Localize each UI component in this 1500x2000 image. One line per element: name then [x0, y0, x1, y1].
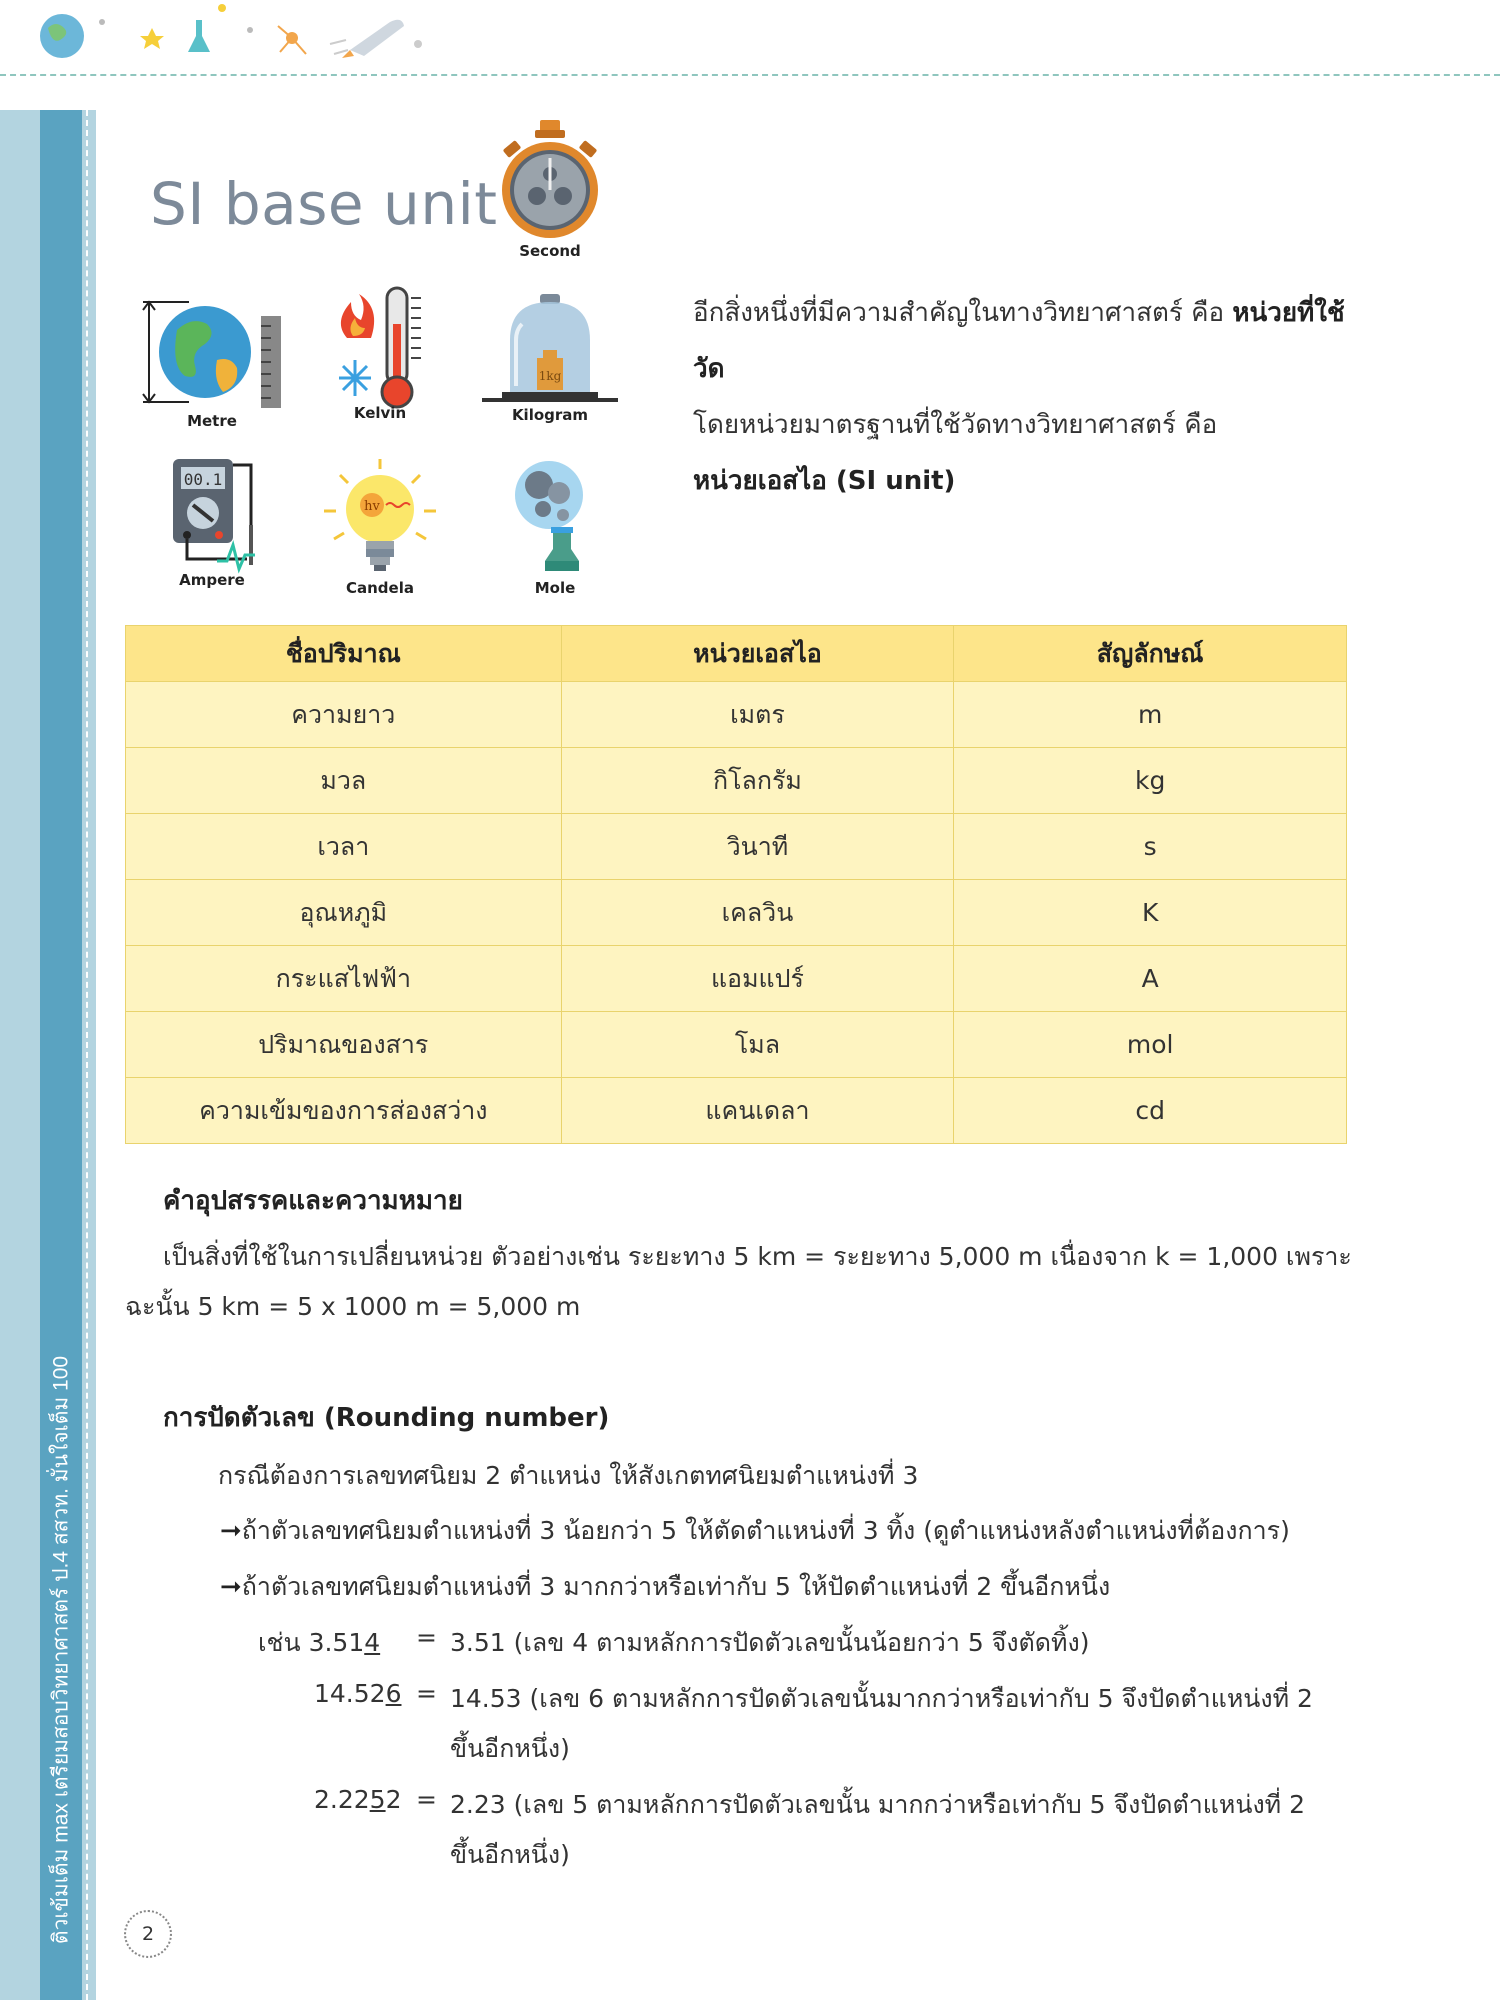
cell-unit: กิโลกรัม — [561, 748, 954, 814]
page-number: 2 — [124, 1910, 172, 1958]
thermometer-icon — [325, 284, 435, 410]
example-3-equals: = — [416, 1785, 437, 1814]
cell-unit: โมล — [561, 1012, 954, 1078]
kilogram-weight-label: 1kg — [538, 369, 562, 383]
example-2-number — [314, 1679, 401, 1708]
example-number-part: 3.51 — [308, 1628, 365, 1657]
example-3-continuation: ขึ้นอีกหนึ่ง) — [450, 1840, 570, 1869]
sidebar-edge-band — [82, 110, 96, 2000]
table-row — [126, 880, 1347, 946]
example-1-number — [258, 1623, 380, 1663]
light-bulb-icon — [320, 457, 440, 577]
mole-item — [480, 457, 630, 597]
candela-label: Candela — [346, 579, 414, 597]
metre-label: Metre — [187, 412, 237, 430]
multimeter-icon — [147, 455, 277, 575]
svg-text:00.1: 00.1 — [183, 470, 223, 489]
intro-line-1-bold: หน่วยที่ใช้วัด — [693, 298, 1345, 384]
sidebar-text: ติวเข้มเต็ม max เตรียมสอบวิทยาศาสตร์ ป.4 สสวท. มั่นใจเต็ม 100 — [49, 1355, 73, 1945]
cell-symbol: A — [954, 946, 1347, 1012]
cell-quantity: กระแสไฟฟ้า — [126, 946, 562, 1012]
example-prefix: เช่น — [258, 1628, 309, 1657]
prefix-line-2: ฉะนั้น 5 km = 5 x 1000 m = 5,000 m — [125, 1292, 581, 1321]
example-number-underlined-digit: 5 — [369, 1785, 386, 1814]
metre-item — [137, 290, 287, 430]
table-row — [126, 1078, 1347, 1144]
cell-unit: แคนเดลา — [561, 1078, 954, 1144]
table-row — [126, 748, 1347, 814]
cell-symbol: K — [954, 880, 1347, 946]
rounding-rule-2 — [220, 1567, 1110, 1607]
top-decoration — [0, 0, 1500, 80]
si-units-table — [125, 625, 1347, 1144]
kilogram-item — [475, 290, 625, 424]
intro-line-3-bold: หน่วยเอสไอ (SI unit) — [693, 466, 956, 496]
cell-symbol: cd — [954, 1078, 1347, 1144]
example-number-underlined-digit: 4 — [364, 1628, 381, 1657]
rule-1-text: ถ้าตัวเลขทศนิยมตำแหน่งที่ 3 น้อยกว่า 5 ให้ตัดตำแหน่งที่ 3 ทิ้ง (ดูตำแหน่งหลังตำแหน่งที่ต้องการ) — [241, 1516, 1290, 1545]
sidebar-dashed-line — [86, 110, 88, 2000]
header-quantity: ชื่อปริมาณ — [126, 626, 562, 682]
kelvin-item — [305, 284, 455, 422]
ampere-label: Ampere — [179, 571, 245, 589]
cell-symbol: m — [954, 682, 1347, 748]
intro-line-1-text: อีกสิ่งหนึ่งที่มีความสำคัญในทางวิทยาศาสตร์ คือ — [693, 298, 1233, 328]
prefix-line-1: เป็นสิ่งที่ใช้ในการเปลี่ยนหน่วย ตัวอย่างเช่น ระยะทาง 5 km = ระยะทาง 5,000 m เนื่องจาก k = 1,000 เพราะ — [163, 1242, 1352, 1271]
example-3-number — [314, 1785, 401, 1814]
intro-paragraph — [693, 285, 1373, 509]
rule-2-text: ถ้าตัวเลขทศนิยมตำแหน่งที่ 3 มากกว่าหรือเท่ากับ 5 ให้ปัดตำแหน่งที่ 2 ขึ้นอีกหนึ่ง — [241, 1572, 1111, 1601]
example-1-equals: = — [416, 1623, 437, 1652]
table-row — [126, 814, 1347, 880]
example-number-part: 14.52 — [314, 1679, 386, 1708]
cell-unit: เคลวิน — [561, 880, 954, 946]
globe-ruler-icon — [137, 290, 287, 410]
prefix-heading: คำอุปสรรคและความหมาย — [163, 1186, 463, 1216]
cell-quantity: ปริมาณของสาร — [126, 1012, 562, 1078]
mole-label: Mole — [534, 579, 576, 597]
intro-line-3 — [693, 453, 1373, 509]
cell-symbol: kg — [954, 748, 1347, 814]
arrow-right-icon: ➞ — [220, 1516, 242, 1546]
example-number-part: 2.22 — [314, 1785, 370, 1814]
kilogram-label: Kilogram — [511, 406, 589, 424]
cell-unit: แอมแปร์ — [561, 946, 954, 1012]
space-doodles-icon — [0, 0, 460, 72]
top-divider — [0, 74, 1500, 76]
kelvin-label: Kelvin — [353, 404, 407, 422]
cell-symbol: s — [954, 814, 1347, 880]
example-2-result: 14.53 (เลข 6 ตามหลักการปัดตัวเลขนั้นมากกว่าหรือเท่ากับ 5 จึงปัดตำแหน่งที่ 2 — [450, 1684, 1313, 1713]
cell-quantity: ความยาว — [126, 682, 562, 748]
intro-line-1 — [693, 285, 1373, 397]
table-header-row — [126, 626, 1347, 682]
candela-bulb-label: hv — [364, 499, 380, 514]
kilogram-bell-jar-icon — [480, 290, 620, 404]
rounding-rule-1 — [220, 1511, 1290, 1551]
arrow-right-icon: ➞ — [220, 1572, 242, 1602]
header-symbol: สัญลักษณ์ — [954, 626, 1347, 682]
example-number-rest: 2 — [385, 1785, 402, 1814]
example-1-result: 3.51 (เลข 4 ตามหลักการปัดตัวเลขนั้นน้อยกว่า 5 จึงตัดทิ้ง) — [450, 1628, 1090, 1657]
mole-flask-icon — [495, 457, 615, 577]
example-3-result: 2.23 (เลข 5 ตามหลักการปัดตัวเลขนั้น มากกว่าหรือเท่ากับ 5 จึงปัดตำแหน่งที่ 2 — [450, 1790, 1305, 1819]
cell-quantity: อุณหภูมิ — [126, 880, 562, 946]
stopwatch-icon — [490, 118, 610, 240]
table-row — [126, 682, 1347, 748]
rounding-intro: กรณีต้องการเลขทศนิยม 2 ตำแหน่ง ให้สังเกตทศนิยมตำแหน่งที่ 3 — [218, 1461, 919, 1490]
table-row — [126, 946, 1347, 1012]
second-label: Second — [519, 242, 581, 260]
rounding-heading: การปัดตัวเลข (Rounding number) — [163, 1403, 610, 1433]
header-si-unit: หน่วยเอสไอ — [561, 626, 954, 682]
cell-unit: วินาที — [561, 814, 954, 880]
cell-quantity: ความเข้มของการส่องสว่าง — [126, 1078, 562, 1144]
example-2-continuation: ขึ้นอีกหนึ่ง) — [450, 1734, 570, 1763]
candela-item — [305, 457, 455, 597]
cell-symbol: mol — [954, 1012, 1347, 1078]
cell-quantity: เวลา — [126, 814, 562, 880]
example-number-underlined-digit: 6 — [385, 1679, 402, 1708]
second-item — [475, 118, 625, 260]
page-title: SI base unit — [150, 170, 498, 238]
table-row — [126, 1012, 1347, 1078]
example-2-equals: = — [416, 1679, 437, 1708]
intro-line-2: โดยหน่วยมาตรฐานที่ใช้วัดทางวิทยาศาสตร์ คือ — [693, 410, 1218, 440]
cell-quantity: มวล — [126, 748, 562, 814]
cell-unit: เมตร — [561, 682, 954, 748]
sidebar-outer-band — [0, 110, 40, 2000]
ampere-item — [137, 455, 287, 589]
